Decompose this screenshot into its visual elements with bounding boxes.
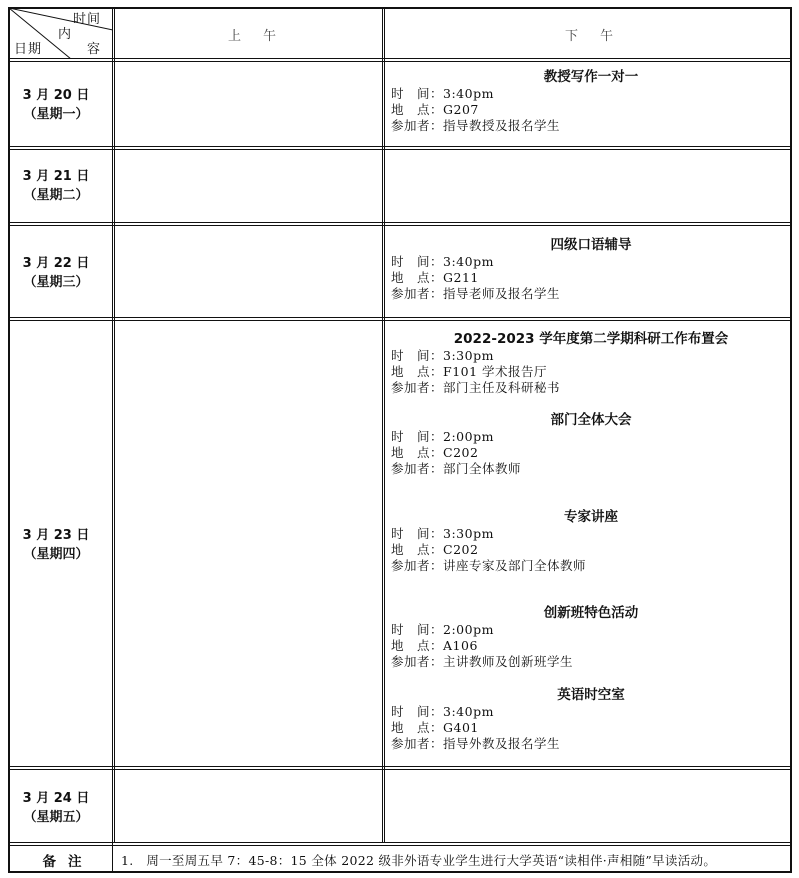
event-time-line: [391, 348, 791, 364]
event-time-label: 时 间：: [391, 254, 444, 269]
event-place: G401: [443, 720, 479, 735]
weekday-text: （星期三）: [23, 275, 89, 290]
event-people: 主讲教师及创新班学生: [443, 654, 574, 669]
event-place-label: 地 点：: [391, 542, 444, 557]
event-people-label: 参加者：: [391, 558, 444, 573]
event-people-label: 参加者：: [391, 461, 444, 476]
weekday-text: （星期四）: [23, 547, 89, 562]
event-title: 四级口语辅导: [550, 237, 632, 253]
weekday-text: （星期五）: [23, 810, 89, 825]
event-time: 3:30pm: [443, 526, 494, 541]
event-place: C202: [443, 542, 479, 557]
event-block: [391, 509, 791, 574]
row-sep-1: [8, 146, 792, 147]
event-block: [391, 331, 791, 396]
event-place-line: [391, 102, 791, 118]
table-border-top: [8, 7, 792, 9]
notes-text: 1. 周一至周五早 7：45-8：15 全体 2022 级非外语专业学生进行大学英语“读相伴·声相随”早读活动。: [121, 853, 717, 868]
event-place: C202: [443, 445, 479, 460]
header-content-label-2: 容: [87, 42, 102, 57]
event-block: [391, 412, 791, 477]
event-block: [391, 687, 791, 752]
event-people-label: 参加者：: [391, 286, 444, 301]
event-time-line: [391, 86, 791, 102]
event-place-label: 地 点：: [391, 364, 444, 379]
event-time-label: 时 间：: [391, 526, 444, 541]
row-sep-4b: [8, 769, 792, 770]
event-title: 部门全体大会: [550, 412, 632, 428]
event-place-label: 地 点：: [391, 445, 444, 460]
event-place-line: [391, 270, 791, 286]
event-time: 3:40pm: [443, 86, 494, 101]
notes-label: 备注: [42, 854, 94, 870]
event-time-line: [391, 429, 791, 445]
event-people-label: 参加者：: [391, 654, 444, 669]
weekday-text: （星期二）: [23, 188, 89, 203]
event-place-line: [391, 445, 791, 461]
table-border-left: [8, 7, 10, 873]
event-people: 部门全体教师: [443, 461, 522, 476]
event-time: 2:00pm: [443, 622, 494, 637]
event-place: G207: [443, 102, 479, 117]
event-time-label: 时 间：: [391, 348, 444, 363]
event-place-line: [391, 720, 791, 736]
event-place: F101 学术报告厅: [443, 364, 548, 379]
event-time: 3:40pm: [443, 254, 494, 269]
event-title: 创新班特色活动: [543, 605, 639, 621]
event-place-label: 地 点：: [391, 270, 444, 285]
event-people: 部门主任及科研秘书: [443, 380, 561, 395]
row-sep-header: [8, 58, 792, 59]
row-sep-3: [8, 317, 792, 318]
event-title: 英语时空室: [557, 687, 625, 703]
event-people-line: [391, 558, 791, 574]
event-place-line: [391, 542, 791, 558]
column-divider-1b: [114, 7, 115, 843]
row-sep-5b: [8, 845, 792, 846]
column-divider-2b: [384, 7, 385, 843]
weekday-text: （星期一）: [23, 107, 89, 122]
event-time-label: 时 间：: [391, 622, 444, 637]
event-people-line: [391, 118, 791, 134]
event-title: 教授写作一对一: [543, 69, 639, 85]
header-content-label: 内: [58, 27, 73, 42]
event-block: [391, 237, 791, 302]
event-people-line: [391, 380, 791, 396]
date-text: 3 月 20 日: [22, 88, 90, 103]
event-time-label: 时 间：: [391, 429, 444, 444]
event-place-line: [391, 364, 791, 380]
day-date: [0, 526, 112, 564]
event-time-line: [391, 526, 791, 542]
event-people-label: 参加者：: [391, 736, 444, 751]
column-header-morning: 上午: [228, 29, 299, 44]
row-sep-2b: [8, 225, 792, 226]
event-people-line: [391, 736, 791, 752]
date-text: 3 月 24 日: [22, 791, 90, 806]
event-time-label: 时 间：: [391, 704, 444, 719]
event-place-label: 地 点：: [391, 638, 444, 653]
event-people: 指导教授及报名学生: [443, 118, 561, 133]
event-people-label: 参加者：: [391, 118, 444, 133]
event-people-line: [391, 654, 791, 670]
event-place: A106: [443, 638, 478, 653]
event-title: 专家讲座: [564, 509, 618, 525]
event-time-label: 时 间：: [391, 86, 444, 101]
event-time-line: [391, 622, 791, 638]
event-people-label: 参加者：: [391, 380, 444, 395]
event-time-line: [391, 704, 791, 720]
day-date: [0, 789, 112, 827]
event-people: 讲座专家及部门全体教师: [443, 558, 587, 573]
event-place-label: 地 点：: [391, 102, 444, 117]
column-divider-2: [382, 7, 383, 843]
header-date-label: 日期: [14, 42, 43, 57]
event-people: 指导老师及报名学生: [443, 286, 561, 301]
header-time-label: 时间: [73, 12, 102, 27]
event-place: G211: [443, 270, 479, 285]
event-block: [391, 605, 791, 670]
event-time: 2:00pm: [443, 429, 494, 444]
row-sep-5: [8, 842, 792, 843]
event-people: 指导外教及报名学生: [443, 736, 561, 751]
day-date: [0, 167, 112, 205]
event-people-line: [391, 286, 791, 302]
event-time: 3:30pm: [443, 348, 494, 363]
row-sep-4: [8, 766, 792, 767]
date-text: 3 月 21 日: [22, 169, 90, 184]
column-divider-1: [112, 7, 113, 843]
event-title: 2022-2023 学年度第二学期科研工作布置会: [453, 331, 729, 347]
column-header-afternoon: 下午: [565, 29, 636, 44]
event-place-line: [391, 638, 791, 654]
event-time: 3:40pm: [443, 704, 494, 719]
event-place-label: 地 点：: [391, 720, 444, 735]
event-time-line: [391, 254, 791, 270]
date-text: 3 月 22 日: [22, 256, 90, 271]
table-border-bottom: [8, 871, 792, 873]
row-sep-3b: [8, 320, 792, 321]
date-text: 3 月 23 日: [22, 528, 90, 543]
day-date: [0, 254, 112, 292]
day-date: [0, 86, 112, 124]
row-sep-1b: [8, 149, 792, 150]
event-people-line: [391, 461, 791, 477]
event-block: [391, 69, 791, 134]
row-sep-2: [8, 222, 792, 223]
row-sep-header-b: [8, 61, 792, 62]
